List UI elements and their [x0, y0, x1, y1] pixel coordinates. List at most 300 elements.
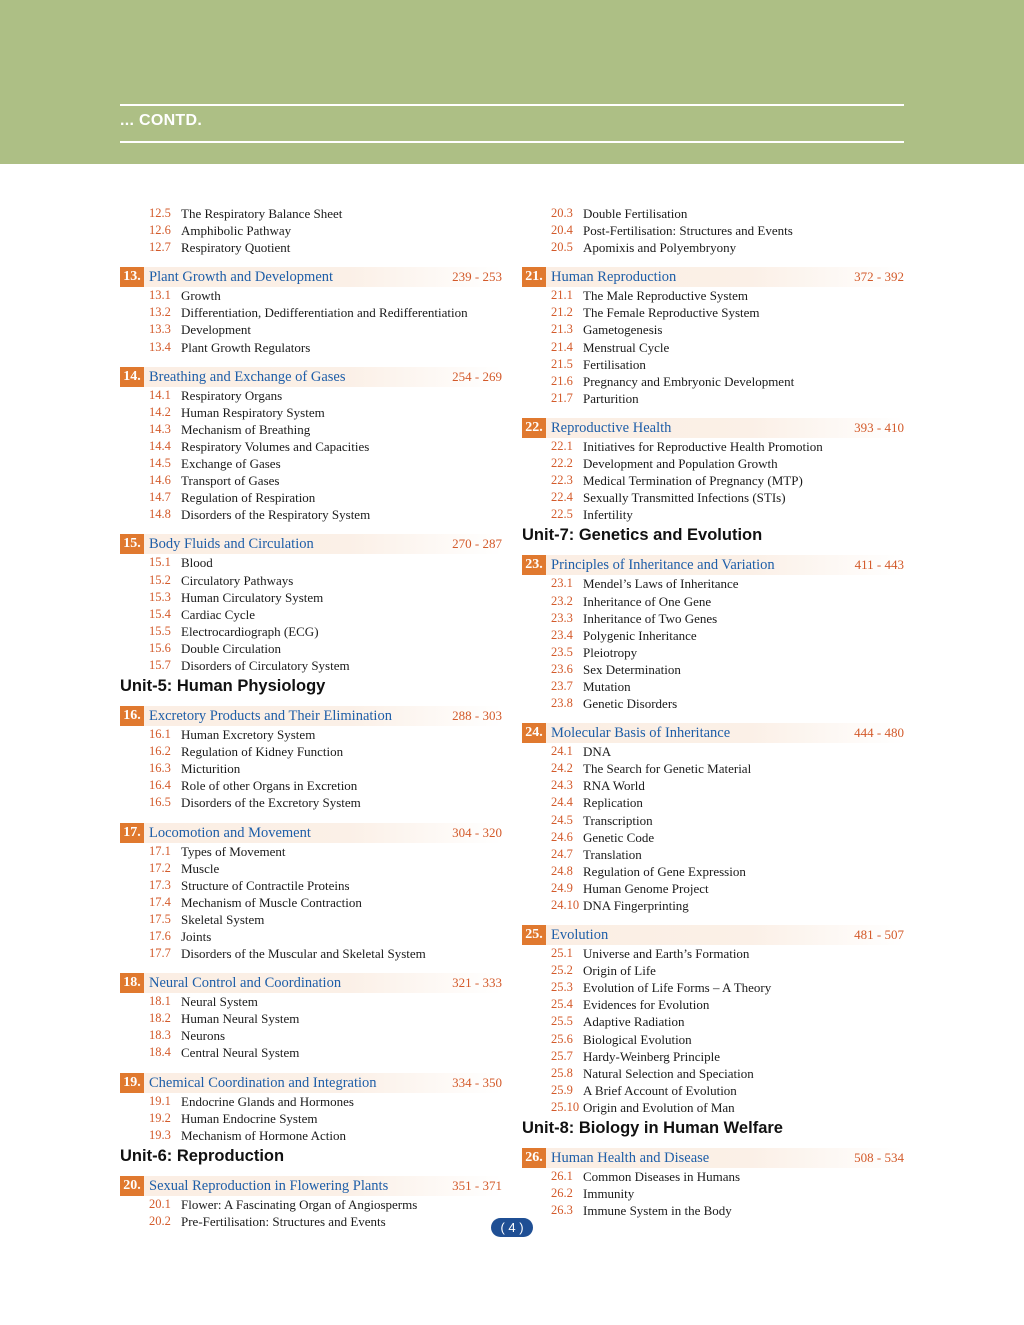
subsection-title: Initiatives for Reproductive Health Promotion [583, 438, 823, 454]
subsection-number: 14.6 [149, 473, 171, 488]
toc-subsection [522, 897, 904, 914]
subsection-number: 16.3 [149, 761, 171, 776]
subsection-title: Regulation of Kidney Function [181, 744, 344, 760]
subsection-title: Skeletal System [181, 911, 265, 927]
subsection-number: 25.6 [551, 1031, 573, 1046]
subsection-number: 26.3 [551, 1203, 573, 1218]
subsection-title: Immune System in the Body [583, 1203, 732, 1219]
subsection-number: 25.9 [551, 1082, 573, 1097]
toc-subsection [522, 846, 904, 863]
subsection-number: 15.2 [149, 572, 171, 587]
subsection-number: 25.8 [551, 1065, 573, 1080]
toc-subsection [522, 996, 904, 1013]
toc-chapter [120, 267, 502, 287]
subsection-title: Sexually Transmitted Infections (STIs) [583, 490, 786, 506]
toc-subsection [120, 554, 502, 571]
subsection-number: 24.10 [551, 898, 580, 912]
subsection-title: Mechanism of Breathing [181, 421, 311, 437]
subsection-number: 14.7 [149, 490, 171, 505]
toc-subsection [522, 321, 904, 338]
toc-subsection [522, 610, 904, 627]
toc-subsection [120, 287, 502, 304]
subsection-title: Parturition [583, 390, 639, 406]
subsection-title: Post-Fertilisation: Structures and Events [583, 223, 793, 239]
subsection-number: 17.7 [149, 946, 171, 961]
subsection-number: 20.2 [149, 1213, 171, 1228]
toc-subsection [522, 339, 904, 356]
toc-subsection [522, 1082, 904, 1099]
subsection-number: 13.3 [149, 322, 171, 337]
subsection-number: 25.7 [551, 1048, 573, 1063]
toc-subsection [120, 894, 502, 911]
toc-subsection [522, 812, 904, 829]
subsection-title: Human Neural System [181, 1011, 300, 1027]
chapter-title: Human Reproduction [551, 269, 677, 286]
toc-chapter [120, 823, 502, 843]
subsection-number: 17.3 [149, 877, 171, 892]
subsection-number: 18.2 [149, 1011, 171, 1026]
subsection-title: Disorders of the Respiratory System [181, 507, 371, 523]
toc-subsection [120, 1027, 502, 1044]
subsection-number: 23.6 [551, 661, 573, 676]
subsection-title: Pleiotropy [583, 644, 638, 660]
toc-subsection [522, 678, 904, 695]
toc-subsection [522, 304, 904, 321]
chapter-number: 24. [522, 723, 546, 743]
subsection-title: Genetic Disorders [583, 696, 678, 712]
chapter-number: 16. [120, 706, 144, 726]
toc-chapter [522, 555, 904, 575]
subsection-title: Inheritance of Two Genes [583, 610, 718, 626]
subsection-number: 24.4 [551, 795, 573, 810]
subsection-number: 15.4 [149, 606, 171, 621]
subsection-number: 23.5 [551, 644, 573, 659]
subsection-number: 22.5 [551, 507, 573, 522]
toc-subsection [522, 1048, 904, 1065]
toc-subsection [522, 794, 904, 811]
subsection-title: Mechanism of Hormone Action [181, 1127, 346, 1143]
subsection-number: 24.8 [551, 863, 573, 878]
subsection-number: 19.2 [149, 1110, 171, 1125]
toc-subsection [522, 644, 904, 661]
subsection-title: Transport of Gases [181, 473, 280, 489]
subsection-title: Replication [583, 795, 643, 811]
subsection-number: 24.1 [551, 744, 573, 759]
subsection-number: 15.5 [149, 623, 171, 638]
toc-subsection [120, 726, 502, 743]
subsection-title: The Male Reproductive System [583, 288, 748, 304]
chapter-title: Excretory Products and Their Elimination [149, 708, 392, 725]
subsection-number: 22.3 [551, 473, 573, 488]
subsection-title: Sex Determination [583, 661, 681, 677]
chapter-title: Breathing and Exchange of Gases [149, 368, 346, 385]
toc-subsection [522, 777, 904, 794]
toc-subsection [120, 506, 502, 523]
subsection-number: 25.4 [551, 997, 573, 1012]
subsection-number: 22.2 [551, 456, 573, 471]
subsection-number: 19.3 [149, 1127, 171, 1142]
toc-subsection [522, 506, 904, 523]
toc-subsection [522, 287, 904, 304]
chapter-pages: 270 - 287 [452, 536, 502, 552]
subsection-number: 24.6 [551, 829, 573, 844]
subsection-number: 25.2 [551, 963, 573, 978]
subsection-number: 24.7 [551, 846, 573, 861]
toc-subsection [120, 421, 502, 438]
subsection-number: 24.2 [551, 761, 573, 776]
subsection-title: Micturition [181, 761, 241, 777]
subsection-title: Neurons [181, 1028, 226, 1044]
chapter-number: 20. [120, 1176, 144, 1196]
subsection-number: 21.4 [551, 339, 573, 354]
subsection-number: 26.1 [551, 1169, 573, 1184]
subsection-title: Menstrual Cycle [583, 339, 670, 355]
subsection-title: Human Genome Project [583, 880, 709, 896]
subsection-title: Adaptive Radiation [583, 1014, 685, 1030]
subsection-title: Biological Evolution [583, 1031, 692, 1047]
subsection-number: 17.2 [149, 860, 171, 875]
subsection-number: 14.1 [149, 387, 171, 402]
subsection-title: Pre-Fertilisation: Structures and Events [181, 1213, 386, 1229]
subsection-number: 12.5 [149, 206, 171, 220]
toc-chapter [522, 925, 904, 945]
subsection-title: A Brief Account of Evolution [583, 1082, 737, 1098]
subsection-number: 16.4 [149, 778, 171, 793]
chapter-pages: 304 - 320 [452, 824, 502, 840]
subsection-title: Muscle [181, 860, 220, 876]
subsection-number: 13.1 [149, 288, 171, 303]
subsection-title: Flower: A Fascinating Organ of Angiosperms [181, 1196, 418, 1212]
toc-chapter [522, 723, 904, 743]
subsection-number: 13.4 [149, 339, 171, 354]
chapter-title: Chemical Coordination and Integration [149, 1074, 377, 1091]
chapter-title: Molecular Basis of Inheritance [551, 725, 731, 742]
subsection-number: 20.1 [149, 1196, 171, 1211]
chapter-number: 13. [120, 267, 144, 287]
page-number-badge: ( 4 ) [491, 1218, 533, 1237]
toc-subsection [522, 205, 904, 222]
chapter-title: Reproductive Health [551, 419, 672, 436]
subsection-title: Transcription [583, 812, 653, 828]
subsection-title: The Search for Genetic Material [583, 761, 752, 777]
subsection-number: 14.5 [149, 456, 171, 471]
subsection-number: 15.3 [149, 589, 171, 604]
unit-heading: Unit-8: Biology in Human Welfare [522, 1119, 783, 1138]
subsection-title: DNA [583, 744, 612, 760]
subsection-title: Structure of Contractile Proteins [181, 877, 350, 893]
subsection-title: Development [181, 322, 252, 338]
subsection-title: The Respiratory Balance Sheet [181, 206, 343, 221]
toc-subsection [120, 589, 502, 606]
toc-subsection [522, 1099, 904, 1116]
subsection-number: 18.1 [149, 994, 171, 1009]
subsection-title: Apomixis and Polyembryony [583, 240, 737, 256]
toc-subsection [120, 911, 502, 928]
subsection-number: 15.7 [149, 657, 171, 672]
subsection-title: Genetic Code [583, 829, 655, 845]
toc-subsection [522, 390, 904, 407]
toc-subsection [120, 945, 502, 962]
subsection-number: 17.4 [149, 894, 171, 909]
subsection-title: Common Diseases in Humans [583, 1169, 741, 1185]
toc-subsection [120, 928, 502, 945]
toc-subsection [120, 743, 502, 760]
toc-subsection [120, 777, 502, 794]
toc-column-left [120, 205, 502, 1230]
toc-subsection [522, 1185, 904, 1202]
toc-chapter [120, 1073, 502, 1093]
toc-subsection [522, 356, 904, 373]
chapter-title: Locomotion and Movement [149, 824, 311, 841]
subsection-number: 23.7 [551, 678, 573, 693]
subsection-number: 20.4 [551, 223, 573, 238]
toc-subsection [120, 606, 502, 623]
chapter-title: Plant Growth and Development [149, 269, 334, 286]
toc-chapter [120, 706, 502, 726]
toc-subsection [120, 339, 502, 356]
toc-subsection [120, 1093, 502, 1110]
subsection-number: 20.3 [551, 206, 573, 220]
chapter-pages: 393 - 410 [854, 419, 904, 435]
header-rule-top [120, 104, 904, 106]
subsection-title: Infertility [583, 507, 633, 523]
chapter-title: Neural Control and Coordination [149, 975, 342, 992]
subsection-number: 23.4 [551, 627, 573, 642]
toc-subsection [522, 962, 904, 979]
subsection-number: 21.7 [551, 390, 573, 405]
subsection-title: Disorders of the Muscular and Skeletal System [181, 946, 426, 962]
toc-subsection [120, 572, 502, 589]
subsection-number: 21.1 [551, 288, 573, 303]
toc-subsection [120, 222, 502, 239]
toc-chapter [120, 367, 502, 387]
subsection-title: Electrocardiograph (ECG) [181, 623, 319, 639]
subsection-number: 18.3 [149, 1028, 171, 1043]
subsection-title: Plant Growth Regulators [181, 339, 311, 355]
toc-chapter [120, 534, 502, 554]
subsection-number: 23.2 [551, 593, 573, 608]
toc-subsection [522, 222, 904, 239]
subsection-title: Differentiation, Dedifferentiation and Redifferentiation [181, 305, 468, 321]
subsection-title: Development and Population Growth [583, 456, 778, 472]
toc-chapter [522, 267, 904, 287]
toc-subsection [120, 1213, 502, 1230]
toc-subsection [120, 304, 502, 321]
toc-subsection [522, 1065, 904, 1082]
chapter-pages: 481 - 507 [854, 927, 904, 943]
toc-subsection [522, 1013, 904, 1030]
toc-subsection [120, 205, 502, 222]
toc-subsection [120, 489, 502, 506]
subsection-title: Respiratory Quotient [181, 240, 291, 256]
toc-subsection [522, 945, 904, 962]
subsection-number: 21.5 [551, 356, 573, 371]
header-rule-bottom [120, 141, 904, 143]
toc-chapter [522, 1148, 904, 1168]
toc-subsection [522, 575, 904, 592]
subsection-title: Exchange of Gases [181, 456, 281, 472]
chapter-number: 19. [120, 1073, 144, 1093]
subsection-number: 25.5 [551, 1014, 573, 1029]
subsection-title: Mendel’s Laws of Inheritance [583, 576, 739, 592]
subsection-number: 19.1 [149, 1093, 171, 1108]
chapter-number: 17. [120, 823, 144, 843]
toc-subsection [522, 743, 904, 760]
toc-subsection [522, 455, 904, 472]
toc-subsection [522, 661, 904, 678]
subsection-number: 21.6 [551, 373, 573, 388]
subsection-number: 14.2 [149, 404, 171, 419]
toc-subsection [120, 993, 502, 1010]
subsection-number: 23.8 [551, 696, 573, 711]
toc-subsection [120, 404, 502, 421]
subsection-title: Double Circulation [181, 640, 282, 656]
toc-subsection [522, 760, 904, 777]
subsection-title: Origin and Evolution of Man [583, 1099, 735, 1115]
toc-subsection [522, 239, 904, 256]
toc-subsection [522, 1202, 904, 1219]
toc-subsection [120, 860, 502, 877]
toc-subsection [522, 627, 904, 644]
toc-subsection [120, 877, 502, 894]
subsection-number: 20.5 [551, 240, 573, 255]
subsection-number: 12.6 [149, 223, 171, 238]
subsection-number: 26.2 [551, 1186, 573, 1201]
toc-subsection [120, 657, 502, 674]
toc-column-right [522, 205, 904, 1219]
subsection-title: Joints [181, 929, 212, 944]
subsection-title: Regulation of Respiration [181, 490, 316, 506]
chapter-number: 22. [522, 418, 546, 438]
subsection-title: Fertilisation [583, 356, 646, 372]
subsection-title: Regulation of Gene Expression [583, 863, 746, 879]
toc-subsection [120, 1196, 502, 1213]
chapter-number: 26. [522, 1148, 546, 1168]
subsection-title: Role of other Organs in Excretion [181, 778, 358, 794]
subsection-number: 25.10 [551, 1099, 580, 1114]
chapter-pages: 411 - 443 [854, 557, 904, 573]
subsection-number: 21.3 [551, 322, 573, 337]
subsection-number: 14.4 [149, 438, 171, 453]
toc-subsection [522, 695, 904, 712]
toc-subsection [522, 472, 904, 489]
chapter-number: 14. [120, 367, 144, 387]
chapter-title: Human Health and Disease [551, 1150, 710, 1167]
subsection-title: Growth [181, 288, 221, 304]
chapter-title: Sexual Reproduction in Flowering Plants [149, 1177, 389, 1194]
subsection-title: Mechanism of Muscle Contraction [181, 894, 362, 910]
toc-subsection [522, 373, 904, 390]
toc-subsection [522, 863, 904, 880]
toc-subsection [120, 794, 502, 811]
subsection-title: Medical Termination of Pregnancy (MTP) [583, 473, 803, 489]
subsection-title: Human Circulatory System [181, 589, 324, 605]
subsection-number: 16.5 [149, 795, 171, 810]
subsection-title: Respiratory Volumes and Capacities [181, 438, 370, 454]
subsection-number: 14.8 [149, 507, 171, 522]
subsection-number: 13.2 [149, 305, 171, 320]
header-banner [0, 0, 1024, 164]
subsection-title: Endocrine Glands and Hormones [181, 1093, 354, 1109]
subsection-title: Hardy-Weinberg Principle [583, 1048, 720, 1064]
chapter-number: 25. [522, 925, 546, 945]
subsection-title: Immunity [583, 1186, 635, 1202]
unit-heading: Unit-7: Genetics and Evolution [522, 526, 763, 545]
toc-subsection [120, 387, 502, 404]
subsection-title: The Female Reproductive System [583, 305, 760, 321]
subsection-number: 24.9 [551, 880, 573, 895]
chapter-pages: 508 - 534 [854, 1150, 904, 1166]
subsection-title: Human Endocrine System [181, 1110, 318, 1126]
subsection-title: Evolution of Life Forms – A Theory [583, 980, 772, 996]
unit-heading: Unit-5: Human Physiology [120, 677, 326, 696]
toc-subsection [120, 438, 502, 455]
toc-subsection [120, 760, 502, 777]
chapter-pages: 239 - 253 [452, 269, 502, 285]
toc-subsection [522, 1031, 904, 1048]
subsection-title: Natural Selection and Speciation [583, 1065, 754, 1081]
subsection-title: Circulatory Pathways [181, 572, 294, 588]
chapter-pages: 444 - 480 [854, 725, 904, 741]
toc-subsection [522, 880, 904, 897]
toc-chapter [522, 418, 904, 438]
subsection-number: 21.2 [551, 305, 573, 320]
subsection-number: 17.6 [149, 929, 171, 943]
chapter-title: Principles of Inheritance and Variation [551, 557, 775, 574]
subsection-number: 23.1 [551, 576, 573, 591]
subsection-title: Disorders of the Excretory System [181, 795, 361, 811]
toc-subsection [120, 640, 502, 657]
subsection-title: Inheritance of One Gene [583, 593, 712, 609]
subsection-title: RNA World [583, 778, 645, 794]
subsection-title: DNA Fingerprinting [583, 898, 689, 913]
chapter-number: 15. [120, 534, 144, 554]
subsection-title: Polygenic Inheritance [583, 627, 697, 643]
toc-subsection [120, 239, 502, 256]
contd-label: ... CONTD. [120, 112, 203, 129]
chapter-pages: 321 - 333 [452, 975, 502, 991]
subsection-number: 22.1 [551, 438, 573, 453]
subsection-number: 16.2 [149, 744, 171, 759]
subsection-title: Double Fertilisation [583, 206, 688, 221]
subsection-title: Types of Movement [181, 843, 286, 859]
subsection-title: Disorders of Circulatory System [181, 657, 350, 673]
subsection-title: Gametogenesis [583, 322, 663, 338]
subsection-number: 15.1 [149, 555, 171, 570]
toc-subsection [120, 321, 502, 338]
subsection-title: Human Respiratory System [181, 404, 325, 420]
subsection-number: 24.3 [551, 778, 573, 793]
chapter-pages: 334 - 350 [452, 1074, 502, 1090]
chapter-title: Evolution [551, 927, 609, 944]
subsection-title: Mutation [583, 678, 631, 694]
subsection-number: 14.3 [149, 421, 171, 436]
subsection-title: Universe and Earth’s Formation [583, 946, 750, 962]
toc-subsection [120, 472, 502, 489]
subsection-number: 23.3 [551, 610, 573, 625]
toc-subsection [522, 979, 904, 996]
subsection-title: Pregnancy and Embryonic Development [583, 373, 795, 389]
subsection-number: 15.6 [149, 640, 171, 655]
chapter-number: 21. [522, 267, 546, 287]
subsection-number: 17.5 [149, 911, 171, 926]
subsection-number: 16.1 [149, 727, 171, 742]
chapter-number: 18. [120, 973, 144, 993]
toc-subsection [522, 438, 904, 455]
chapter-pages: 288 - 303 [452, 708, 502, 724]
subsection-title: Cardiac Cycle [181, 606, 255, 622]
subsection-number: 25.1 [551, 946, 573, 961]
